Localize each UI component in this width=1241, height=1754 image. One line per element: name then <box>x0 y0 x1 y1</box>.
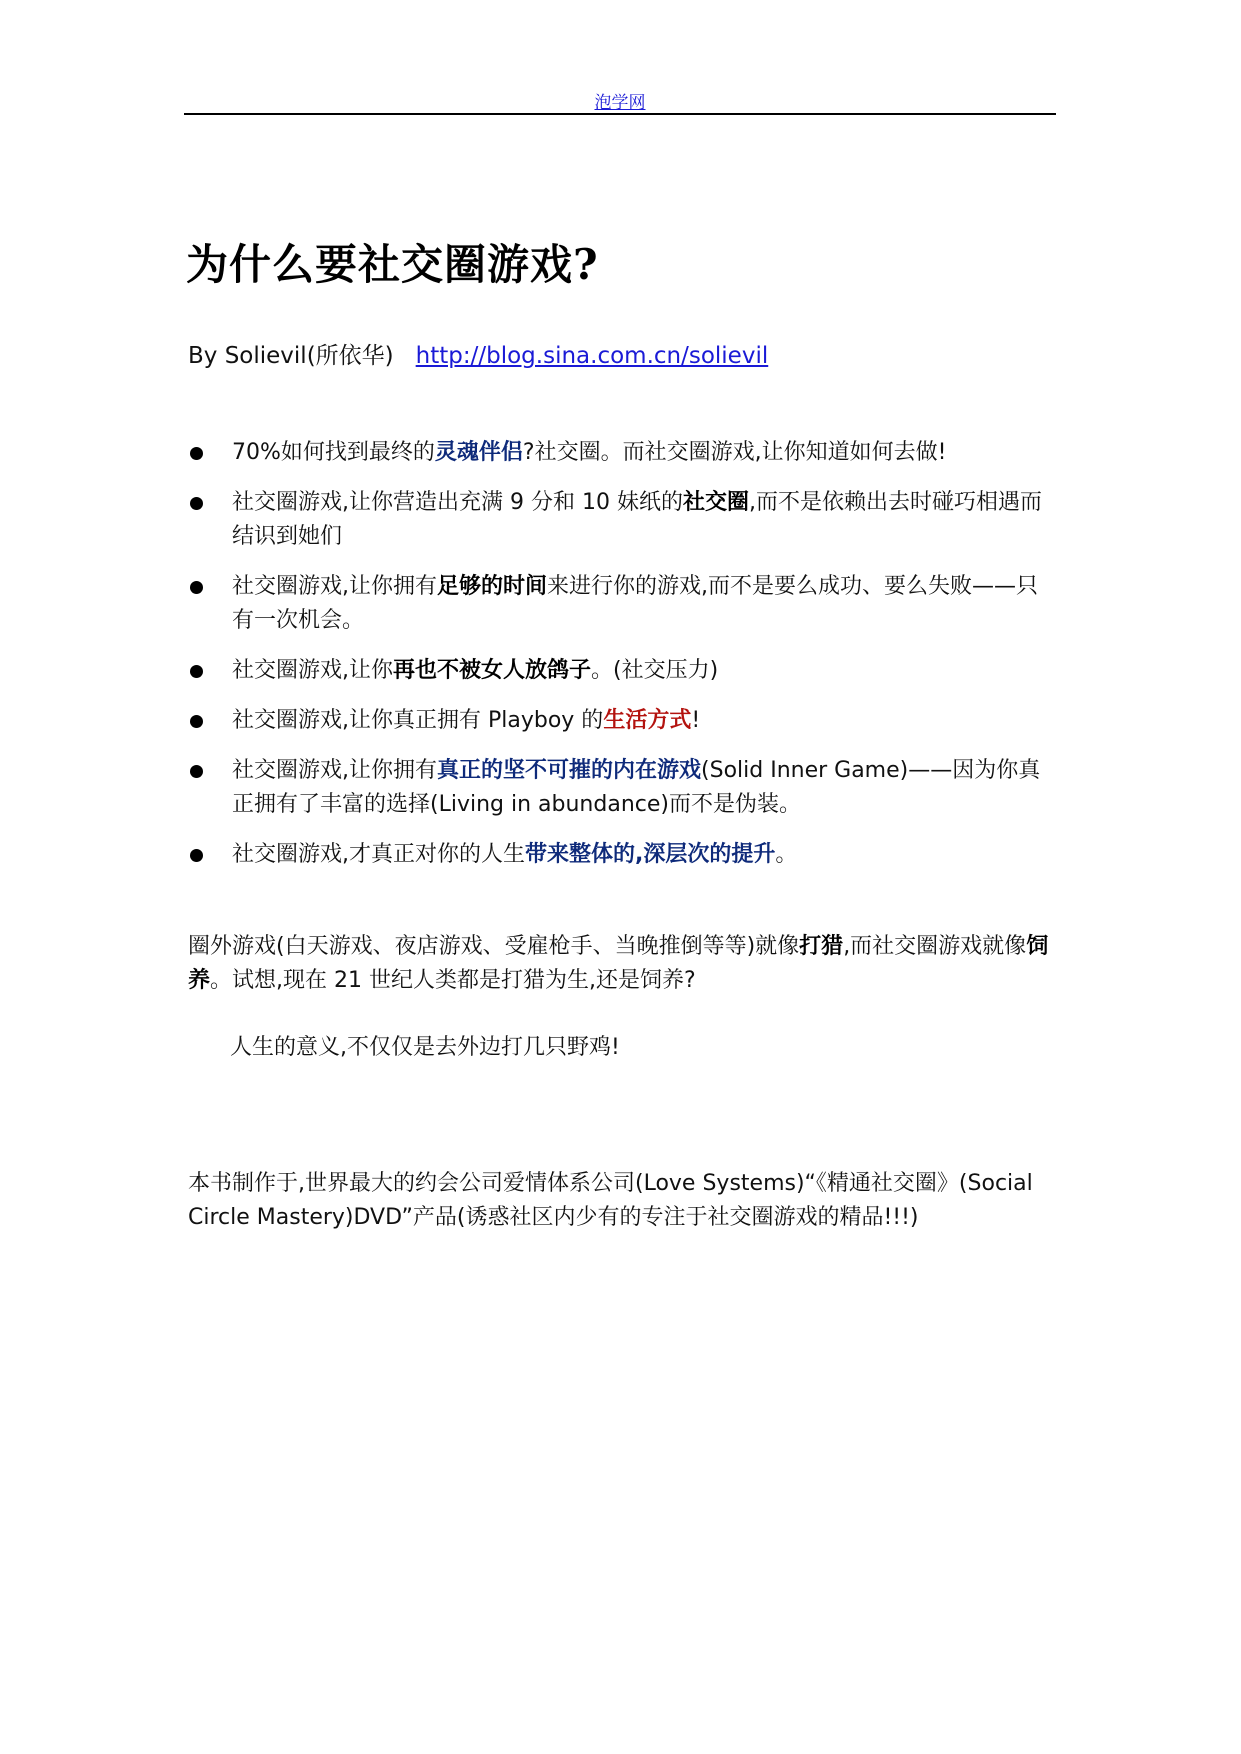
item-text: 社交圈游戏,让你拥有 <box>232 758 437 783</box>
item-highlight: 再也不被女人放鸽子 <box>393 658 592 683</box>
item-highlight: 足够的时间 <box>437 574 548 599</box>
bullet-icon <box>190 765 203 778</box>
paragraph-text: 圈外游戏(白天游戏、夜店游戏、受雇枪手、当晚推倒等等)就像 <box>188 934 800 959</box>
paragraph-bold: 打猎 <box>799 934 844 959</box>
list-item <box>188 704 1056 738</box>
paragraph-bold: 饲养 <box>188 934 1049 993</box>
meaning-paragraph: 人生的意义,不仅仅是去外边打几只野鸡! <box>230 1035 620 1060</box>
item-text: 社交圈游戏,让你 <box>232 658 393 683</box>
list-item <box>188 570 1056 638</box>
item-text: 社交圈游戏,让你真正拥有 Playboy 的 <box>232 708 604 733</box>
bullet-icon <box>190 581 203 594</box>
byline <box>188 337 768 370</box>
list-item <box>188 486 1056 554</box>
blog-link[interactable]: http://blog.sina.com.cn/solievil <box>415 343 769 369</box>
item-text: 社交圈游戏,才真正对你的人生 <box>232 842 525 867</box>
paragraph-text: 。试想,现在 21 世纪人类都是打猎为生,还是饲养? <box>210 968 696 993</box>
item-text: (Solid Inner Game)——因为你真正拥有了丰富的选择(Living in abundance)而不是伪装。 <box>232 758 1041 817</box>
page-header <box>184 88 1056 113</box>
bullet-icon <box>190 715 203 728</box>
item-text: 。 <box>775 842 798 867</box>
item-highlight: 灵魂伴侣 <box>434 440 523 465</box>
author-name: By Solievil(所依华) <box>188 343 394 369</box>
source-note-paragraph: 本书制作于,世界最大的约会公司爱情体系公司(Love Systems)“《精通社交圈》(Social Circle Mastery)DVD”产品(诱惑社区内少有的专注于社交圈游戏的精品!!!) <box>188 1171 1033 1230</box>
item-text: 。(社交压力) <box>591 658 719 683</box>
item-highlight: 生活方式 <box>603 708 692 733</box>
item-highlight: 社交圈 <box>682 490 749 515</box>
bullet-icon <box>190 447 203 460</box>
item-text: ,而不是依赖出去时碰巧相遇而结识到她们 <box>232 490 1042 549</box>
bullet-icon <box>190 665 203 678</box>
item-text: 70%如何找到最终的 <box>232 440 435 465</box>
comparison-paragraph <box>188 930 1056 998</box>
item-text: 社交圈游戏,让你营造出充满 9 分和 10 妹纸的 <box>232 490 683 515</box>
bullet-icon <box>190 849 203 862</box>
paragraph-text: ,而社交圈游戏就像 <box>843 934 1027 959</box>
item-text: ! <box>691 708 701 733</box>
header-divider <box>184 113 1056 115</box>
list-item <box>188 436 1056 470</box>
benefits-list <box>188 436 1056 888</box>
site-link[interactable]: 泡学网 <box>594 93 646 113</box>
item-text: 来进行你的游戏,而不是要么成功、要么失败——只有一次机会。 <box>232 574 1039 633</box>
bullet-icon <box>190 497 203 510</box>
item-text: 社交圈游戏,让你拥有 <box>232 574 437 599</box>
item-highlight: 真正的坚不可摧的内在游戏 <box>437 758 702 783</box>
item-text: ?社交圈。而社交圈游戏,让你知道如何去做! <box>522 440 947 465</box>
page-title: 为什么要社交圈游戏? <box>186 240 599 289</box>
list-item <box>188 654 1056 688</box>
item-highlight: 带来整体的,深层次的提升 <box>525 842 776 867</box>
list-item <box>188 838 1056 872</box>
list-item <box>188 754 1056 822</box>
